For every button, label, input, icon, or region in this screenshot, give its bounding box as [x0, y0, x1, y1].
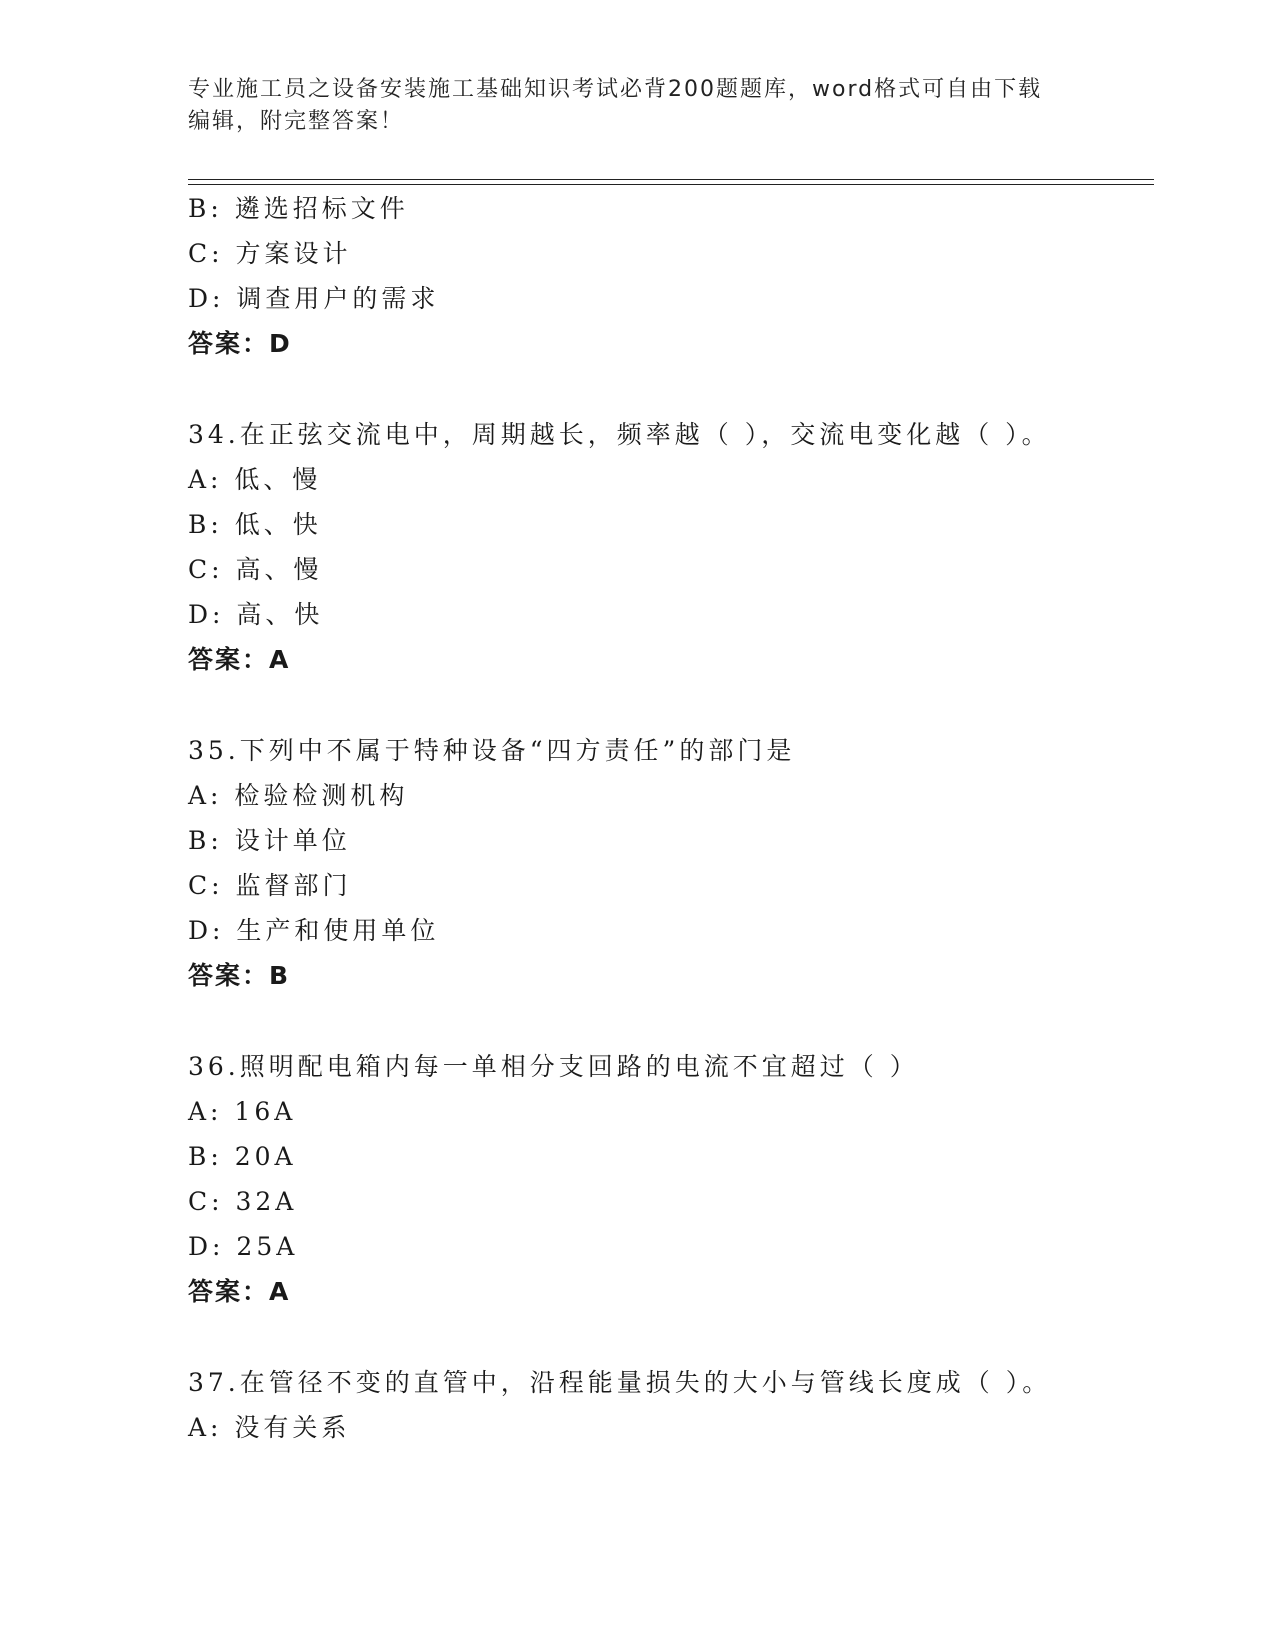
question-37-stem: 37.在管径不变的直管中，沿程能量损失的大小与管线长度成（ ）。: [188, 1368, 1052, 1397]
option-b: B: 设计单位: [188, 826, 351, 855]
option-d: D: 高、快: [188, 600, 324, 629]
option-c: C: 监督部门: [188, 871, 352, 900]
question-36-stem: 36.照明配电箱内每一单相分支回路的电流不宜超过（ ）: [188, 1052, 919, 1081]
answer-line: 答案：D: [188, 329, 292, 358]
option-c: C: 高、慢: [188, 555, 323, 584]
option-d: D: 调查用户的需求: [188, 284, 440, 313]
option-a: A: 没有关系: [188, 1413, 351, 1442]
option-b: B: 遴选招标文件: [188, 194, 409, 223]
header-divider-bottom: [188, 184, 1154, 185]
answer-line: 答案：A: [188, 645, 291, 674]
question-35-stem: 35.下列中不属于特种设备“四方责任”的部门是: [188, 736, 796, 765]
answer-line: 答案：B: [188, 961, 291, 990]
header-line-1: 专业施工员之设备安装施工基础知识考试必背200题题库，word格式可自由下载: [188, 77, 1043, 102]
question-34-stem: 34.在正弦交流电中，周期越长，频率越（ ），交流电变化越（ ）。: [188, 420, 1051, 449]
option-a: A: 检验检测机构: [188, 781, 409, 810]
option-d: D: 25A: [188, 1232, 299, 1261]
option-d: D: 生产和使用单位: [188, 916, 440, 945]
option-a: A: 16A: [188, 1097, 297, 1126]
option-c: C: 32A: [188, 1187, 298, 1216]
header-divider-top: [188, 179, 1154, 180]
answer-line: 答案：A: [188, 1277, 291, 1306]
option-a: A: 低、慢: [188, 465, 322, 494]
header-line-2: 编辑，附完整答案！: [188, 109, 405, 134]
option-b: B: 低、快: [188, 510, 322, 539]
document-header: [188, 74, 1088, 138]
option-c: C: 方案设计: [188, 239, 352, 268]
option-b: B: 20A: [188, 1142, 297, 1171]
